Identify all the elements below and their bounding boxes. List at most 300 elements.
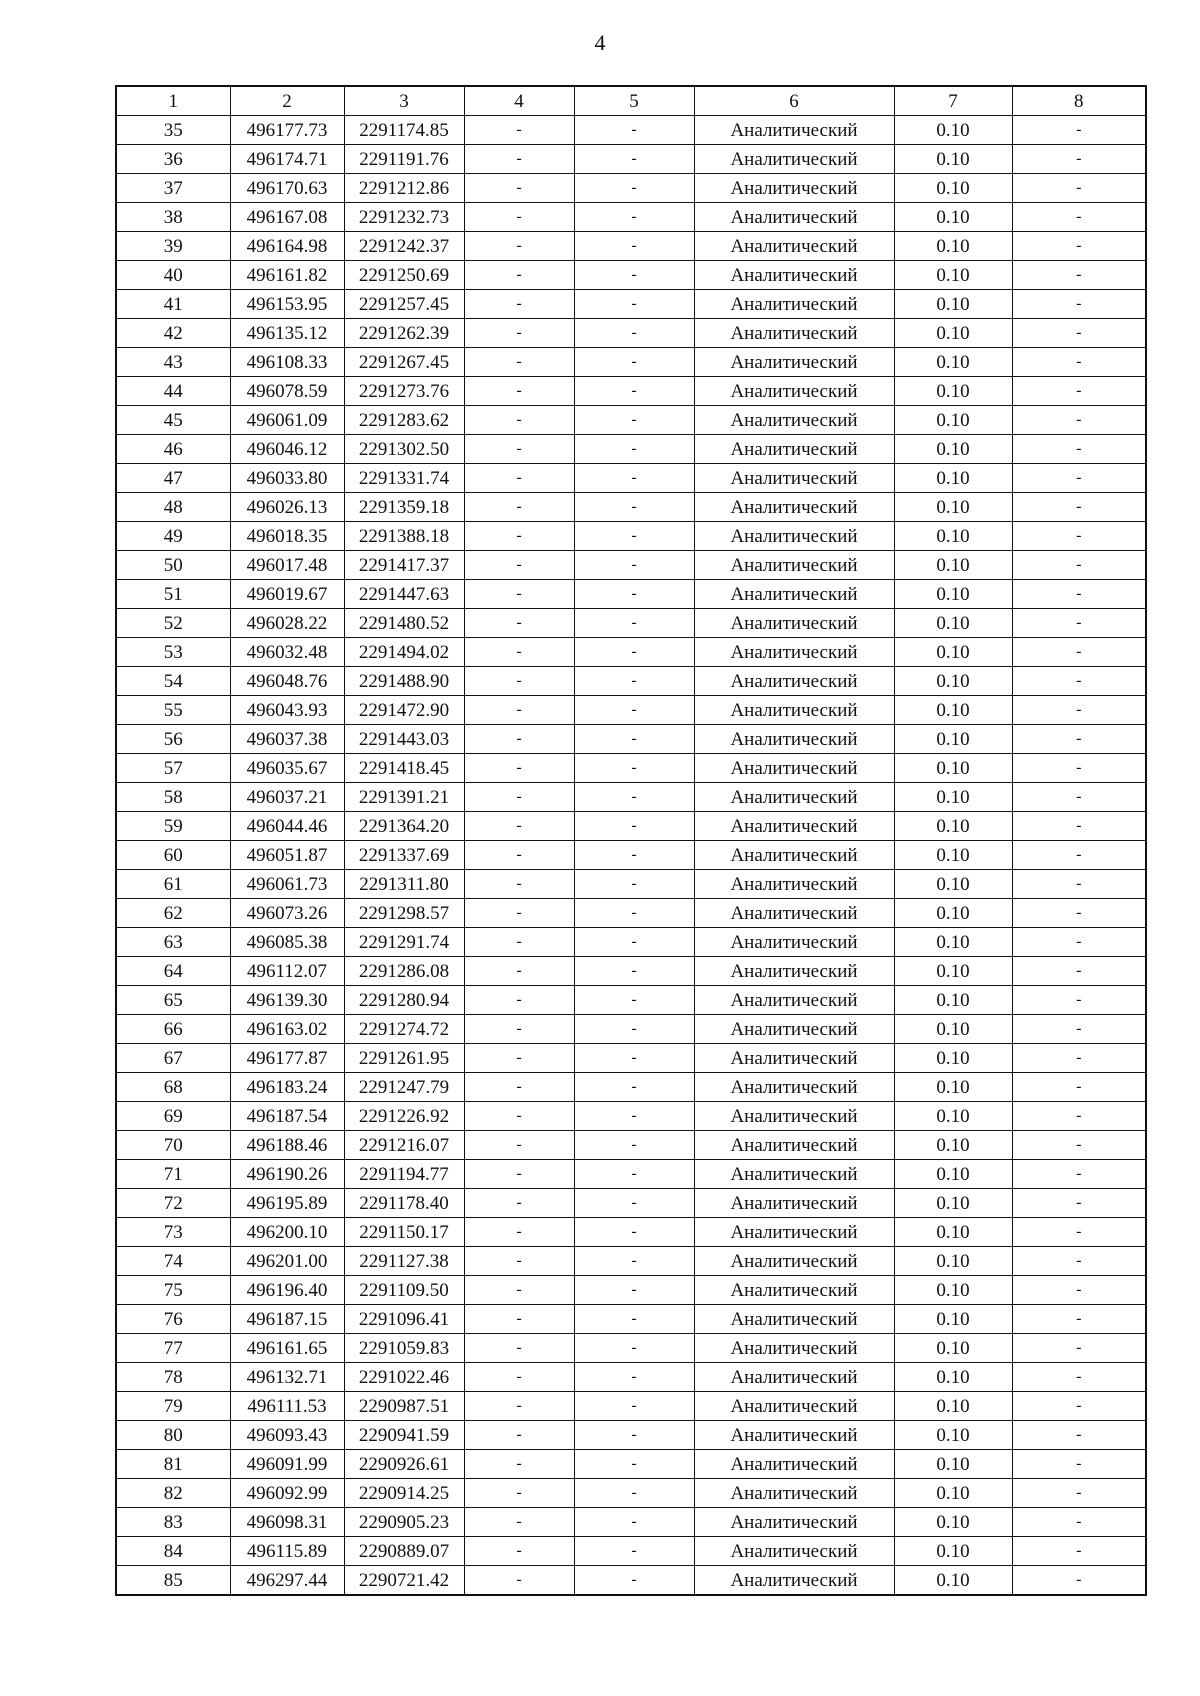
table-row [116, 435, 1146, 464]
table-cell-col-8: - [1012, 377, 1146, 406]
table-cell-col-2: 496187.15 [230, 1305, 344, 1334]
table-cell-col-5: - [574, 609, 694, 638]
table-cell-col-4: - [464, 986, 574, 1015]
table-cell-col-8: - [1012, 609, 1146, 638]
table-cell-col-2: 496078.59 [230, 377, 344, 406]
table-cell-col-6: Аналитический [694, 377, 894, 406]
table-cell-col-3: 2291226.92 [344, 1102, 464, 1131]
table-cell-col-1: 59 [116, 812, 230, 841]
table-row [116, 203, 1146, 232]
table-cell-col-4: - [464, 377, 574, 406]
table-cell-col-6: Аналитический [694, 1044, 894, 1073]
table-row [116, 1508, 1146, 1537]
table-cell-col-7: 0.10 [894, 1450, 1012, 1479]
table-cell-col-1: 41 [116, 290, 230, 319]
table-cell-col-5: - [574, 1566, 694, 1596]
table-cell-col-3: 2291488.90 [344, 667, 464, 696]
table-row [116, 986, 1146, 1015]
table-cell-col-8: - [1012, 1276, 1146, 1305]
table-cell-col-2: 496190.26 [230, 1160, 344, 1189]
table-cell-col-4: - [464, 1247, 574, 1276]
table-row [116, 1479, 1146, 1508]
table-cell-col-2: 496297.44 [230, 1566, 344, 1596]
table-cell-col-3: 2291232.73 [344, 203, 464, 232]
table-cell-col-3: 2291443.03 [344, 725, 464, 754]
table-cell-col-7: 0.10 [894, 609, 1012, 638]
table-cell-col-8: - [1012, 319, 1146, 348]
table-cell-col-4: - [464, 290, 574, 319]
table-cell-col-6: Аналитический [694, 1073, 894, 1102]
table-cell-col-8: - [1012, 783, 1146, 812]
table-cell-col-5: - [574, 319, 694, 348]
table-cell-col-8: - [1012, 551, 1146, 580]
table-cell-col-5: - [574, 696, 694, 725]
table-cell-col-2: 496183.24 [230, 1073, 344, 1102]
table-cell-col-4: - [464, 493, 574, 522]
table-cell-col-1: 81 [116, 1450, 230, 1479]
table-cell-col-3: 2291212.86 [344, 174, 464, 203]
table-cell-col-2: 496108.33 [230, 348, 344, 377]
table-cell-col-7: 0.10 [894, 638, 1012, 667]
table-cell-col-2: 496093.43 [230, 1421, 344, 1450]
table-cell-col-6: Аналитический [694, 1160, 894, 1189]
table-cell-col-7: 0.10 [894, 1508, 1012, 1537]
table-cell-col-5: - [574, 1363, 694, 1392]
table-row [116, 319, 1146, 348]
table-cell-col-6: Аналитический [694, 870, 894, 899]
table-cell-col-3: 2290889.07 [344, 1537, 464, 1566]
table-cell-col-6: Аналитический [694, 580, 894, 609]
table-cell-col-3: 2291247.79 [344, 1073, 464, 1102]
table-cell-col-3: 2291174.85 [344, 116, 464, 145]
table-cell-col-6: Аналитический [694, 319, 894, 348]
table-row [116, 580, 1146, 609]
table-cell-col-1: 51 [116, 580, 230, 609]
table-cell-col-5: - [574, 290, 694, 319]
table-cell-col-4: - [464, 464, 574, 493]
table-cell-col-6: Аналитический [694, 1247, 894, 1276]
table-cell-col-6: Аналитический [694, 1479, 894, 1508]
table-cell-col-5: - [574, 1189, 694, 1218]
table-cell-col-2: 496167.08 [230, 203, 344, 232]
table-cell-col-7: 0.10 [894, 232, 1012, 261]
table-cell-col-2: 496201.00 [230, 1247, 344, 1276]
table-cell-col-3: 2291311.80 [344, 870, 464, 899]
table-cell-col-5: - [574, 1276, 694, 1305]
table-cell-col-6: Аналитический [694, 464, 894, 493]
table-cell-col-1: 78 [116, 1363, 230, 1392]
table-cell-col-5: - [574, 174, 694, 203]
table-cell-col-3: 2290987.51 [344, 1392, 464, 1421]
table-cell-col-6: Аналитический [694, 1305, 894, 1334]
table-row [116, 899, 1146, 928]
table-cell-col-8: - [1012, 667, 1146, 696]
table-cell-col-8: - [1012, 928, 1146, 957]
table-cell-col-5: - [574, 1160, 694, 1189]
table-cell-col-3: 2291273.76 [344, 377, 464, 406]
table-cell-col-5: - [574, 1334, 694, 1363]
table-cell-col-7: 0.10 [894, 551, 1012, 580]
table-cell-col-1: 40 [116, 261, 230, 290]
table-cell-col-1: 80 [116, 1421, 230, 1450]
table-cell-col-7: 0.10 [894, 1566, 1012, 1596]
table-cell-col-1: 70 [116, 1131, 230, 1160]
table-cell-col-8: - [1012, 1189, 1146, 1218]
column-header-8: 8 [1012, 86, 1146, 116]
table-cell-col-8: - [1012, 1015, 1146, 1044]
table-cell-col-1: 58 [116, 783, 230, 812]
table-cell-col-7: 0.10 [894, 928, 1012, 957]
table-cell-col-1: 43 [116, 348, 230, 377]
table-cell-col-7: 0.10 [894, 1363, 1012, 1392]
table-row [116, 377, 1146, 406]
table-cell-col-7: 0.10 [894, 290, 1012, 319]
table-cell-col-2: 496037.21 [230, 783, 344, 812]
table-row [116, 638, 1146, 667]
table-cell-col-3: 2291250.69 [344, 261, 464, 290]
table-cell-col-1: 39 [116, 232, 230, 261]
table-cell-col-5: - [574, 464, 694, 493]
table-cell-col-1: 71 [116, 1160, 230, 1189]
table-cell-col-1: 36 [116, 145, 230, 174]
page-number: 4 [594, 30, 606, 55]
table-cell-col-8: - [1012, 348, 1146, 377]
table-cell-col-7: 0.10 [894, 261, 1012, 290]
table-row [116, 174, 1146, 203]
table-cell-col-6: Аналитический [694, 1015, 894, 1044]
table-cell-col-5: - [574, 725, 694, 754]
table-cell-col-6: Аналитический [694, 957, 894, 986]
table-cell-col-4: - [464, 1334, 574, 1363]
table-cell-col-2: 496037.38 [230, 725, 344, 754]
table-cell-col-4: - [464, 203, 574, 232]
table-cell-col-2: 496174.71 [230, 145, 344, 174]
table-cell-col-4: - [464, 1363, 574, 1392]
table-cell-col-7: 0.10 [894, 493, 1012, 522]
table-cell-col-3: 2291283.62 [344, 406, 464, 435]
table-cell-col-3: 2291022.46 [344, 1363, 464, 1392]
table-cell-col-3: 2291261.95 [344, 1044, 464, 1073]
table-cell-col-2: 496026.13 [230, 493, 344, 522]
table-cell-col-6: Аналитический [694, 406, 894, 435]
table-row [116, 1363, 1146, 1392]
table-row [116, 1015, 1146, 1044]
table-cell-col-8: - [1012, 174, 1146, 203]
table-cell-col-4: - [464, 145, 574, 174]
table-cell-col-8: - [1012, 957, 1146, 986]
table-cell-col-8: - [1012, 870, 1146, 899]
column-header-2: 2 [230, 86, 344, 116]
table-cell-col-8: - [1012, 1334, 1146, 1363]
table-cell-col-4: - [464, 696, 574, 725]
table-row [116, 1131, 1146, 1160]
table-cell-col-1: 82 [116, 1479, 230, 1508]
table-cell-col-5: - [574, 1218, 694, 1247]
table-cell-col-3: 2290905.23 [344, 1508, 464, 1537]
table-row [116, 1450, 1146, 1479]
table-cell-col-4: - [464, 116, 574, 145]
table-cell-col-6: Аналитический [694, 1537, 894, 1566]
table-cell-col-7: 0.10 [894, 203, 1012, 232]
table-cell-col-7: 0.10 [894, 174, 1012, 203]
table-cell-col-5: - [574, 1479, 694, 1508]
column-header-5: 5 [574, 86, 694, 116]
table-cell-col-3: 2291418.45 [344, 754, 464, 783]
table-cell-col-1: 69 [116, 1102, 230, 1131]
table-cell-col-1: 46 [116, 435, 230, 464]
table-cell-col-4: - [464, 1508, 574, 1537]
table-cell-col-6: Аналитический [694, 493, 894, 522]
table-cell-col-3: 2291257.45 [344, 290, 464, 319]
table-cell-col-7: 0.10 [894, 522, 1012, 551]
table-cell-col-6: Аналитический [694, 1508, 894, 1537]
table-cell-col-6: Аналитический [694, 232, 894, 261]
table-cell-col-3: 2291337.69 [344, 841, 464, 870]
table-cell-col-4: - [464, 1566, 574, 1596]
table-cell-col-4: - [464, 1102, 574, 1131]
table-cell-col-3: 2291267.45 [344, 348, 464, 377]
table-cell-col-3: 2291150.17 [344, 1218, 464, 1247]
table-cell-col-8: - [1012, 1537, 1146, 1566]
table-cell-col-8: - [1012, 812, 1146, 841]
table-cell-col-4: - [464, 783, 574, 812]
table-cell-col-5: - [574, 638, 694, 667]
table-cell-col-6: Аналитический [694, 812, 894, 841]
table-cell-col-8: - [1012, 435, 1146, 464]
table-cell-col-7: 0.10 [894, 1537, 1012, 1566]
table-cell-col-5: - [574, 986, 694, 1015]
table-cell-col-4: - [464, 522, 574, 551]
table-cell-col-3: 2291302.50 [344, 435, 464, 464]
table-cell-col-1: 35 [116, 116, 230, 145]
table-cell-col-4: - [464, 667, 574, 696]
table-cell-col-7: 0.10 [894, 580, 1012, 609]
table-cell-col-1: 48 [116, 493, 230, 522]
table-cell-col-5: - [574, 928, 694, 957]
table-cell-col-1: 85 [116, 1566, 230, 1596]
table-cell-col-5: - [574, 841, 694, 870]
table-cell-col-7: 0.10 [894, 1218, 1012, 1247]
table-cell-col-8: - [1012, 638, 1146, 667]
table-cell-col-6: Аналитический [694, 1392, 894, 1421]
table-cell-col-2: 496046.12 [230, 435, 344, 464]
table-cell-col-1: 72 [116, 1189, 230, 1218]
table-cell-col-7: 0.10 [894, 1102, 1012, 1131]
table-row [116, 1102, 1146, 1131]
table-cell-col-5: - [574, 1537, 694, 1566]
table-cell-col-4: - [464, 899, 574, 928]
table-cell-col-2: 496032.48 [230, 638, 344, 667]
table-cell-col-2: 496048.76 [230, 667, 344, 696]
table-cell-col-7: 0.10 [894, 754, 1012, 783]
table-cell-col-8: - [1012, 1305, 1146, 1334]
table-cell-col-6: Аналитический [694, 1421, 894, 1450]
table-cell-col-5: - [574, 1044, 694, 1073]
table-cell-col-4: - [464, 1479, 574, 1508]
table-cell-col-4: - [464, 1537, 574, 1566]
table-cell-col-6: Аналитический [694, 290, 894, 319]
table-cell-col-3: 2291109.50 [344, 1276, 464, 1305]
table-cell-col-8: - [1012, 261, 1146, 290]
table-cell-col-3: 2290941.59 [344, 1421, 464, 1450]
table-cell-col-4: - [464, 870, 574, 899]
table-cell-col-7: 0.10 [894, 435, 1012, 464]
column-header-1: 1 [116, 86, 230, 116]
table-cell-col-8: - [1012, 1421, 1146, 1450]
table-cell-col-4: - [464, 928, 574, 957]
table-cell-col-8: - [1012, 725, 1146, 754]
table-row [116, 1334, 1146, 1363]
table-cell-col-3: 2291242.37 [344, 232, 464, 261]
table-cell-col-2: 496132.71 [230, 1363, 344, 1392]
table-cell-col-4: - [464, 638, 574, 667]
table-cell-col-2: 496017.48 [230, 551, 344, 580]
table-cell-col-8: - [1012, 1160, 1146, 1189]
table-cell-col-8: - [1012, 464, 1146, 493]
table-cell-col-8: - [1012, 986, 1146, 1015]
table-cell-col-3: 2291194.77 [344, 1160, 464, 1189]
table-cell-col-3: 2291447.63 [344, 580, 464, 609]
table-row [116, 1218, 1146, 1247]
table-cell-col-3: 2291191.76 [344, 145, 464, 174]
table-cell-col-4: - [464, 1160, 574, 1189]
table-cell-col-1: 44 [116, 377, 230, 406]
table-cell-col-7: 0.10 [894, 1305, 1012, 1334]
table-cell-col-1: 61 [116, 870, 230, 899]
table-cell-col-2: 496028.22 [230, 609, 344, 638]
table-cell-col-5: - [574, 348, 694, 377]
table-cell-col-4: - [464, 580, 574, 609]
table-cell-col-7: 0.10 [894, 1276, 1012, 1305]
table-cell-col-2: 496188.46 [230, 1131, 344, 1160]
table-cell-col-5: - [574, 145, 694, 174]
table-cell-col-2: 496111.53 [230, 1392, 344, 1421]
table-cell-col-1: 63 [116, 928, 230, 957]
table-cell-col-2: 496135.12 [230, 319, 344, 348]
table-cell-col-2: 496163.02 [230, 1015, 344, 1044]
table-cell-col-2: 496092.99 [230, 1479, 344, 1508]
table-cell-col-5: - [574, 406, 694, 435]
column-header-3: 3 [344, 86, 464, 116]
table-cell-col-8: - [1012, 1392, 1146, 1421]
table-cell-col-1: 56 [116, 725, 230, 754]
table-cell-col-5: - [574, 493, 694, 522]
table-cell-col-6: Аналитический [694, 899, 894, 928]
table-row [116, 1160, 1146, 1189]
table-cell-col-6: Аналитический [694, 1450, 894, 1479]
table-cell-col-7: 0.10 [894, 1131, 1012, 1160]
table-cell-col-6: Аналитический [694, 1131, 894, 1160]
table-cell-col-7: 0.10 [894, 1421, 1012, 1450]
table-cell-col-7: 0.10 [894, 377, 1012, 406]
table-cell-col-8: - [1012, 1102, 1146, 1131]
column-header-6: 6 [694, 86, 894, 116]
table-cell-col-1: 62 [116, 899, 230, 928]
table-cell-col-6: Аналитический [694, 609, 894, 638]
table-cell-col-3: 2290926.61 [344, 1450, 464, 1479]
table-cell-col-1: 54 [116, 667, 230, 696]
table-cell-col-3: 2291391.21 [344, 783, 464, 812]
table-cell-col-2: 496177.87 [230, 1044, 344, 1073]
table-cell-col-1: 84 [116, 1537, 230, 1566]
table-cell-col-7: 0.10 [894, 1044, 1012, 1073]
table-cell-col-2: 496177.73 [230, 116, 344, 145]
table-cell-col-3: 2291331.74 [344, 464, 464, 493]
table-cell-col-1: 67 [116, 1044, 230, 1073]
table-cell-col-1: 55 [116, 696, 230, 725]
table-row [116, 609, 1146, 638]
table-cell-col-7: 0.10 [894, 1073, 1012, 1102]
table-cell-col-8: - [1012, 754, 1146, 783]
table-cell-col-8: - [1012, 232, 1146, 261]
table-cell-col-7: 0.10 [894, 841, 1012, 870]
table-row [116, 116, 1146, 145]
table-cell-col-5: - [574, 812, 694, 841]
table-row [116, 464, 1146, 493]
table-cell-col-8: - [1012, 203, 1146, 232]
table-cell-col-7: 0.10 [894, 464, 1012, 493]
table-cell-col-8: - [1012, 116, 1146, 145]
table-row [116, 406, 1146, 435]
table-cell-col-6: Аналитический [694, 1566, 894, 1596]
table-cell-col-2: 496164.98 [230, 232, 344, 261]
table-cell-col-6: Аналитический [694, 435, 894, 464]
table-cell-col-2: 496170.63 [230, 174, 344, 203]
table-cell-col-8: - [1012, 1073, 1146, 1102]
table-cell-col-5: - [574, 232, 694, 261]
table-row [116, 522, 1146, 551]
table-cell-col-2: 496139.30 [230, 986, 344, 1015]
table-cell-col-1: 65 [116, 986, 230, 1015]
table-cell-col-1: 79 [116, 1392, 230, 1421]
table-row [116, 1276, 1146, 1305]
table-cell-col-4: - [464, 406, 574, 435]
column-header-7: 7 [894, 86, 1012, 116]
table-cell-col-8: - [1012, 522, 1146, 551]
table-cell-col-6: Аналитический [694, 174, 894, 203]
table-cell-col-6: Аналитический [694, 783, 894, 812]
table-cell-col-7: 0.10 [894, 1334, 1012, 1363]
table-cell-col-6: Аналитический [694, 754, 894, 783]
table-cell-col-2: 496073.26 [230, 899, 344, 928]
table-cell-col-2: 496195.89 [230, 1189, 344, 1218]
table-cell-col-6: Аналитический [694, 145, 894, 174]
table-row [116, 812, 1146, 841]
table-cell-col-1: 64 [116, 957, 230, 986]
table-cell-col-3: 2291274.72 [344, 1015, 464, 1044]
table-cell-col-2: 496161.82 [230, 261, 344, 290]
table-cell-col-2: 496098.31 [230, 1508, 344, 1537]
table-cell-col-3: 2291216.07 [344, 1131, 464, 1160]
table-cell-col-4: - [464, 348, 574, 377]
table-cell-col-4: - [464, 1305, 574, 1334]
table-cell-col-2: 496035.67 [230, 754, 344, 783]
table-cell-col-4: - [464, 174, 574, 203]
table-cell-col-7: 0.10 [894, 667, 1012, 696]
table-cell-col-5: - [574, 899, 694, 928]
table-cell-col-8: - [1012, 580, 1146, 609]
table-cell-col-7: 0.10 [894, 1015, 1012, 1044]
table-cell-col-5: - [574, 1131, 694, 1160]
table-cell-col-2: 496033.80 [230, 464, 344, 493]
table-cell-col-4: - [464, 841, 574, 870]
table-cell-col-1: 37 [116, 174, 230, 203]
table-cell-col-2: 496091.99 [230, 1450, 344, 1479]
table-cell-col-8: - [1012, 406, 1146, 435]
table-cell-col-4: - [464, 232, 574, 261]
table-cell-col-8: - [1012, 696, 1146, 725]
table-row [116, 870, 1146, 899]
